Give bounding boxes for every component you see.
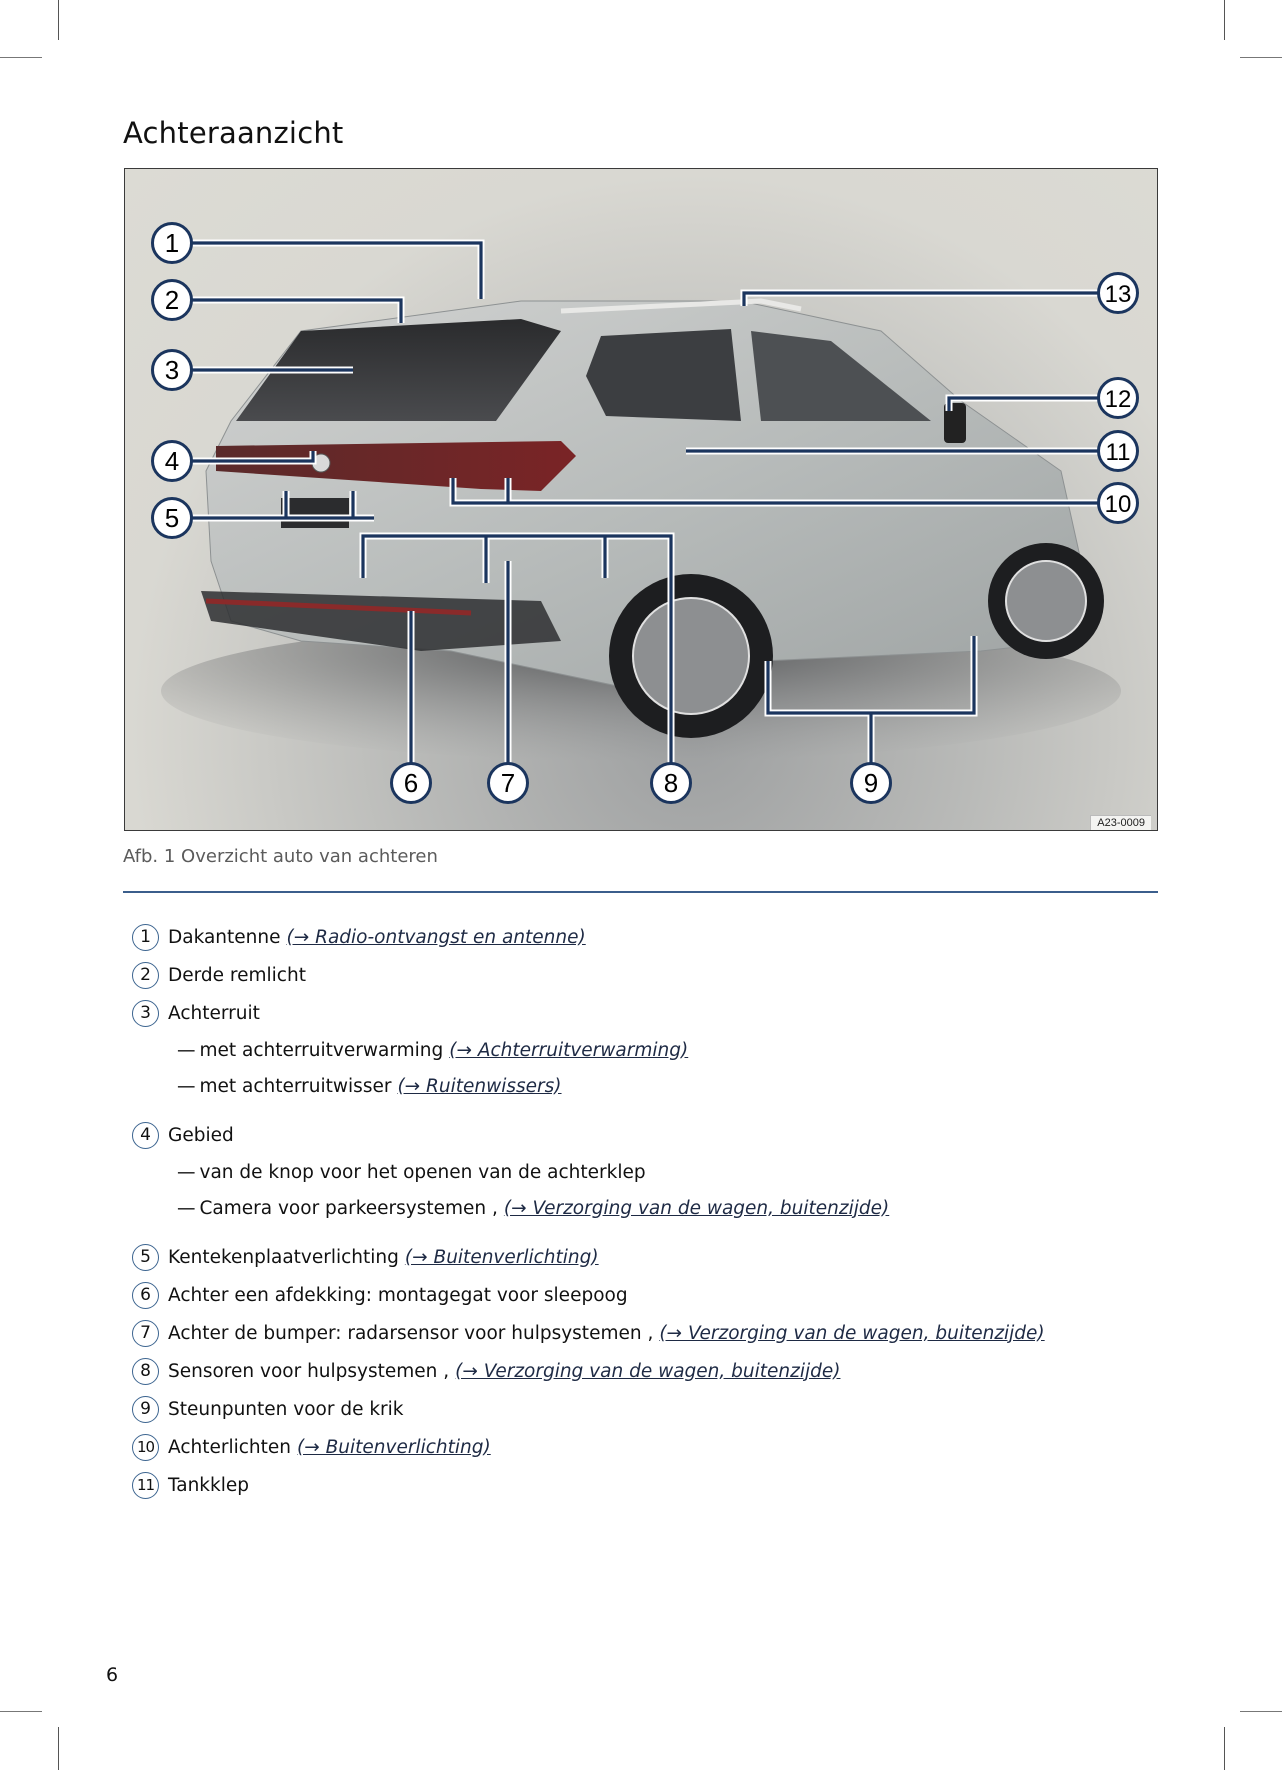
svg-text:4: 4: [164, 446, 180, 476]
legend-subitem: [132, 1154, 1132, 1190]
item-label: Steunpunten voor de krik: [168, 1398, 404, 1420]
dash-bullet: —: [177, 1039, 196, 1061]
callout-8: [652, 764, 691, 803]
svg-text:13: 13: [1104, 281, 1132, 308]
item-label: Kentekenplaatverlichting: [168, 1246, 399, 1268]
item-label: Tankklep: [168, 1474, 249, 1496]
cross-reference-link[interactable]: (→ Verzorging van de wagen, buitenzijde): [503, 1197, 890, 1219]
legend-subitem: [132, 1068, 1132, 1104]
page-title: Achteraanzicht: [123, 116, 344, 150]
item-label: Achterlichten: [168, 1436, 292, 1458]
number-badge: 9: [132, 1396, 159, 1423]
svg-text:9: 9: [863, 768, 879, 798]
legend-subitem: [132, 1032, 1132, 1068]
crop-mark: [1240, 1711, 1282, 1712]
item-label: Dakantenne: [168, 926, 281, 948]
callout-6: [392, 764, 431, 803]
svg-text:1: 1: [164, 228, 180, 258]
cross-reference-link[interactable]: (→ Verzorging van de wagen, buitenzijde): [659, 1322, 1045, 1344]
crop-mark: [58, 1727, 59, 1770]
callout-7: [489, 764, 528, 803]
number-badge: 1: [132, 924, 159, 951]
dash-bullet: —: [177, 1075, 196, 1097]
number-badge: 6: [132, 1282, 159, 1309]
svg-text:7: 7: [500, 768, 516, 798]
figure-code: A23-0009: [1090, 815, 1151, 830]
dash-bullet: —: [177, 1161, 196, 1183]
subitem-label: van de knop voor het openen van de achterklep: [199, 1161, 646, 1183]
legend-item-10: [132, 1428, 1132, 1466]
item-label: Derde remlicht: [168, 964, 306, 986]
callout-9: [852, 764, 891, 803]
legend-list: [132, 918, 1132, 1504]
callout-10: [1099, 484, 1138, 523]
callout-3: [153, 351, 192, 390]
legend-item-4: [132, 1116, 1132, 1154]
svg-text:6: 6: [403, 768, 419, 798]
item-label: Achter de bumper: radarsensor voor hulpsystemen ,: [168, 1322, 654, 1344]
cross-reference-link[interactable]: (→ Buitenverlichting): [404, 1246, 599, 1268]
cross-reference-link[interactable]: (→ Ruitenwissers): [397, 1075, 562, 1097]
cross-reference-link[interactable]: (→ Radio-ontvangst en antenne): [286, 926, 586, 948]
callout-5: [153, 499, 192, 538]
svg-text:12: 12: [1104, 386, 1132, 413]
item-label: Achterruit: [168, 1002, 260, 1024]
legend-item-9: [132, 1390, 1132, 1428]
item-label: Sensoren voor hulpsystemen ,: [168, 1360, 450, 1382]
number-badge: 4: [132, 1122, 159, 1149]
callout-1: [153, 224, 192, 263]
number-badge: 3: [132, 1000, 159, 1027]
legend-item-11: [132, 1466, 1132, 1504]
legend-item-2: [132, 956, 1132, 994]
number-badge: 5: [132, 1244, 159, 1271]
svg-text:5: 5: [164, 503, 180, 533]
crop-mark: [1240, 57, 1282, 58]
number-badge: 10: [132, 1434, 159, 1461]
svg-text:2: 2: [164, 285, 180, 315]
dash-bullet: —: [177, 1197, 196, 1219]
figure-caption: Afb. 1 Overzicht auto van achteren: [123, 846, 438, 867]
legend-item-5: [132, 1238, 1132, 1276]
svg-text:10: 10: [1104, 491, 1132, 518]
callout-13: [1099, 274, 1138, 313]
callout-2: [153, 281, 192, 320]
number-badge: 7: [132, 1320, 159, 1347]
car-illustration: [125, 169, 1158, 831]
item-label: Gebied: [168, 1124, 234, 1146]
cross-reference-link[interactable]: (→ Achterruitverwarming): [449, 1039, 689, 1061]
subitem-label: met achterruitverwarming: [199, 1039, 444, 1061]
crop-mark: [58, 0, 59, 40]
legend-item-7: [132, 1314, 1132, 1352]
svg-text:11: 11: [1105, 439, 1131, 466]
divider-rule: [123, 891, 1158, 893]
crop-mark: [1224, 1727, 1225, 1770]
number-badge: 11: [132, 1472, 159, 1499]
subitem-label: Camera voor parkeersystemen ,: [199, 1197, 498, 1219]
svg-text:3: 3: [164, 355, 180, 385]
legend-item-3: [132, 994, 1132, 1032]
callout-11: [1099, 432, 1138, 471]
crop-mark: [0, 57, 42, 58]
callout-4: [153, 442, 192, 481]
cross-reference-link[interactable]: (→ Buitenverlichting): [297, 1436, 491, 1458]
callout-12: [1099, 379, 1138, 418]
legend-item-6: [132, 1276, 1132, 1314]
subitem-label: met achterruitwisser: [199, 1075, 392, 1097]
legend-item-8: [132, 1352, 1132, 1390]
number-badge: 2: [132, 962, 159, 989]
crop-mark: [0, 1711, 42, 1712]
car-rear-view-figure: [124, 168, 1158, 831]
number-badge: 8: [132, 1358, 159, 1385]
legend-subitem: [132, 1190, 1132, 1226]
crop-mark: [1224, 0, 1225, 40]
svg-text:8: 8: [663, 768, 679, 798]
page-number: 6: [106, 1664, 119, 1686]
cross-reference-link[interactable]: (→ Verzorging van de wagen, buitenzijde): [455, 1360, 841, 1382]
item-label: Achter een afdekking: montagegat voor sleepoog: [168, 1284, 628, 1306]
legend-item-1: [132, 918, 1132, 956]
